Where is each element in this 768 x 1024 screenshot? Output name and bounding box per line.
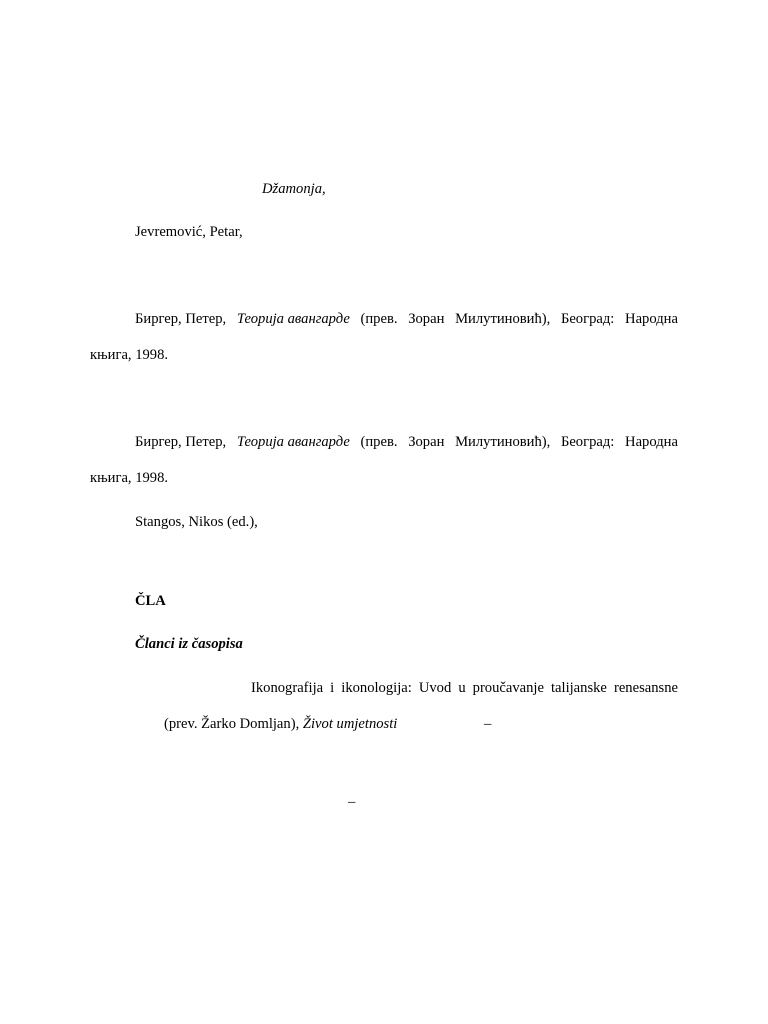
entry-jevremovic: Jevremović, Petar,: [135, 224, 243, 240]
article-dash-1: –: [484, 716, 492, 732]
article-word: u: [458, 680, 466, 696]
birger-2-word: Милутиновић),: [455, 434, 551, 450]
section-heading: ČLA: [135, 593, 166, 609]
birger-1-word: Милутиновић),: [455, 311, 551, 327]
article-translator-line: [164, 717, 397, 732]
article-dash-2: –: [348, 794, 356, 810]
birger-1-word: Зоран: [408, 311, 445, 327]
article-word: Uvod: [418, 680, 452, 696]
article-word: talijanske: [550, 680, 607, 696]
article-word: renesansne: [613, 680, 678, 696]
birger-1-title: Теорија авангарде: [236, 311, 350, 327]
article-word: proučavanje: [472, 680, 544, 696]
birger-2-word: (прев.: [360, 434, 398, 450]
article-word: ikonologija:: [341, 680, 412, 696]
birger-2-author: Биргер, Петер,: [135, 434, 227, 450]
birger-1-word: Београд:: [560, 311, 615, 327]
birger-1-author: Биргер, Петер,: [135, 311, 227, 327]
section-subheading: Članci iz časopisa: [135, 636, 243, 652]
birger-2-word: Београд:: [560, 434, 615, 450]
article-line1: [251, 681, 678, 696]
birger-2-word: Зоран: [408, 434, 445, 450]
article-word: Ikonografija: [251, 680, 324, 696]
birger-1-word: Народна: [625, 311, 678, 327]
birger-2-title: Теорија авангарде: [236, 434, 350, 450]
entry-birger-2-line2: књига, 1998.: [90, 470, 169, 486]
birger-2-word: Народна: [625, 434, 678, 450]
entry-stangos: Stangos, Nikos (ed.),: [135, 514, 258, 530]
article-word: i: [330, 680, 335, 696]
entry-birger-2-line1: [135, 435, 678, 450]
entry-birger-1-line2: књига, 1998.: [90, 347, 169, 363]
birger-1-word: (прев.: [360, 311, 398, 327]
article-journal: Život umjetnosti: [302, 716, 398, 732]
entry-dzamonja: Džamonja,: [262, 181, 326, 197]
entry-birger-1-line1: [135, 312, 678, 327]
article-translator: (prev. Žarko Domljan),: [164, 716, 300, 732]
